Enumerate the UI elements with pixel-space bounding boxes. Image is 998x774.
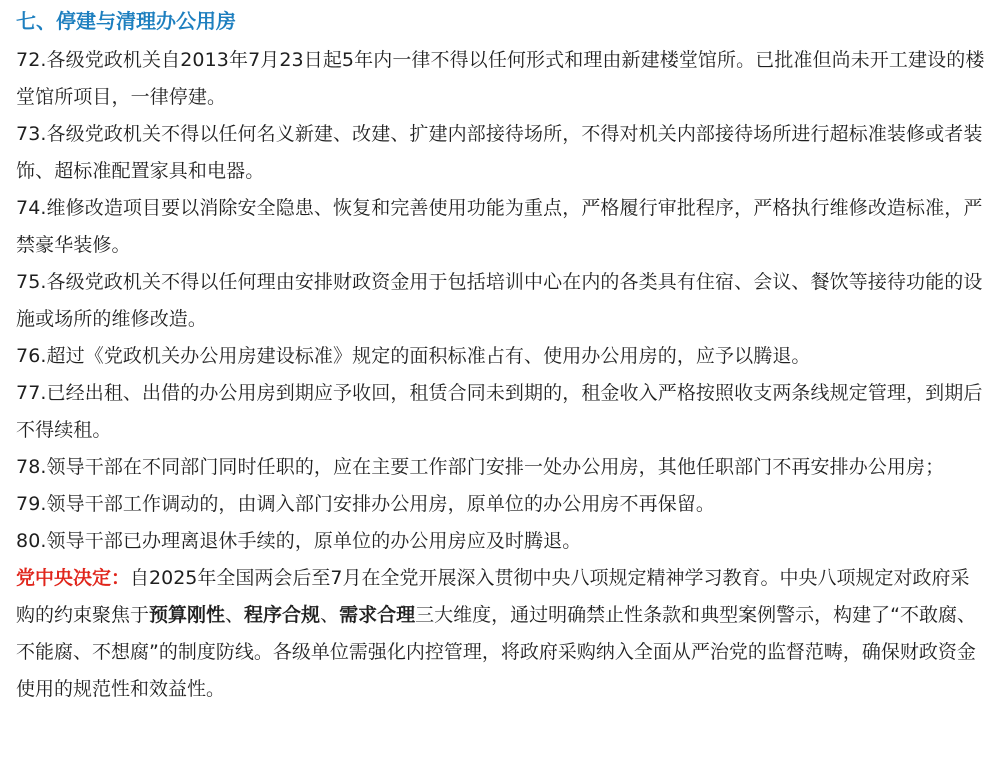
section-heading: 七、停建与清理办公用房 (16, 9, 236, 33)
list-item-80: 80.领导干部已办理离退休手续的，原单位的办公用房应及时腾退。 (16, 530, 582, 552)
decision-bold-budget: 预算刚性 (149, 604, 226, 626)
list-item-75: 75.各级党政机关不得以任何理由安排财政资金用于包括培训中心在内的各类具有住宿、会议、餐饮等接待功能的设施或场所的维修改造。 (16, 271, 983, 330)
list-item-72: 72.各级党政机关自2013年7月23日起5年内一律不得以任何形式和理由新建楼堂馆所。已批准但尚未开工建设的楼堂馆所项目，一律停建。 (16, 49, 985, 108)
list-item-78: 78.领导干部在不同部门同时任职的，应在主要工作部门安排一处办公用房，其他任职部门不再安排办公用房； (16, 456, 945, 478)
decision-text-2: 三大维度，通过明确禁止性条款和典型案例警示，构建了“不敢腐、不能腐、不想腐”的制度防线。各级单位需强化内控管理，将政府采购纳入全面从严治党的监督范畴，确保财政资金使用的规范性和效益性。 (16, 604, 976, 700)
decision-bold-procedure: 程序合规 (244, 604, 321, 626)
decision-separator-1: 、 (225, 604, 245, 626)
decision-label: 党中央决定： (16, 567, 131, 589)
decision-paragraph (16, 560, 986, 708)
decision-text-1: 自2025年全国两会后至7月在全党开展深入贯彻中央八项规定精神学习教育。中央八项规定对政府采购的约束聚焦于 (16, 567, 970, 626)
list-item-76: 76.超过《党政机关办公用房建设标准》规定的面积标准占有、使用办公用房的，应予以腾退。 (16, 345, 811, 367)
list-item-74: 74.维修改造项目要以消除安全隐患、恢复和完善使用功能为重点，严格履行审批程序，严格执行维修改造标准，严禁豪华装修。 (16, 197, 983, 256)
decision-separator-2: 、 (320, 604, 340, 626)
list-item-77: 77.已经出租、出借的办公用房到期应予收回，租赁合同未到期的，租金收入严格按照收支两条线规定管理，到期后不得续租。 (16, 382, 983, 441)
decision-bold-demand: 需求合理 (339, 604, 416, 626)
list-item-79: 79.领导干部工作调动的，由调入部门安排办公用房，原单位的办公用房不再保留。 (16, 493, 716, 515)
list-item-73: 73.各级党政机关不得以任何名义新建、改建、扩建内部接待场所，不得对机关内部接待场所进行超标准装修或者装饰、超标准配置家具和电器。 (16, 123, 983, 182)
